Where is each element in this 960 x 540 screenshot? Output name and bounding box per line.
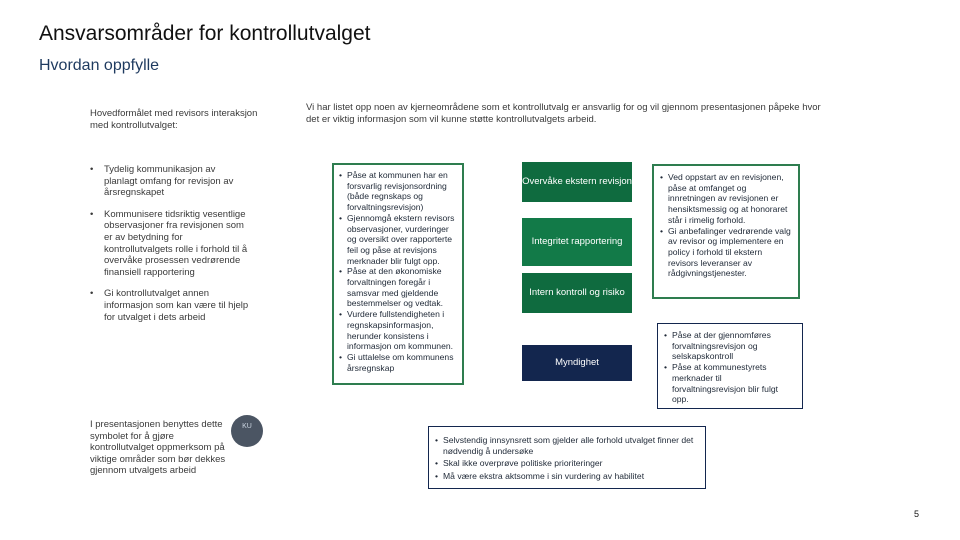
box-intern-kontroll: Intern kontroll og risiko — [522, 273, 632, 313]
left-responsibility-box — [332, 163, 464, 385]
box-integritet-rapportering: Integritet rapportering — [522, 218, 632, 266]
list-item: • Gjennomgå ekstern revisors observasjoner, vurderinger og oversikt over rapporterte feil og påse at revisjons merknader blir fulgt opp. — [339, 213, 458, 267]
purpose-intro: Hovedformålet med revisors interaksjon med kontrollutvalget: — [90, 108, 258, 131]
ku-symbol-icon — [231, 415, 263, 447]
list-item: • Kommunisere tidsriktig vesentlige observasjoner fra revisjonen som er av betydning for kontrollutvalgets rolle i forhold til å overvåke prosessen vedrørende finansiell rapportering — [90, 209, 250, 279]
list-item: • Gi kontrollutvalget annen informasjon som kan være til hjelp for utvalget i dets arbeid — [90, 288, 250, 323]
box-myndighet: Myndighet — [522, 345, 632, 381]
symbol-note: I presentasjonen benyttes dette symbolet for å gjøre kontrollutvalget oppmerksom på viktige områder som bør dekkes gjennom utvalgets arbeid — [90, 419, 226, 477]
main-intro: Vi har listet opp noen av kjerneområdene som et kontrollutvalg er ansvarlig for og vil gjennom presentasjonen påpeke hvor det er viktig informasjon som vil kunne støtte kontrollutvalgets arbeid. — [306, 102, 821, 125]
list-item: • Påse at den økonomiske forvaltningen foregår i samsvar med gjeldende bestemmelser og vedtak. — [339, 266, 458, 309]
page-number: 5 — [914, 509, 920, 519]
ku-symbol-label: KU — [242, 423, 252, 430]
list-item: • Gi uttalelse om kommunens årsregnskap — [339, 352, 458, 373]
list-item: • Skal ikke overprøve politiske prioriteringer — [435, 458, 699, 469]
list-item: • Påse at der gjennomføres forvaltningsrevisjon og selskapskontroll — [664, 330, 796, 362]
list-item: • Vurdere fullstendigheten i regnskapsinformasjon, herunder konsistens i informasjon om kommunen. — [339, 309, 458, 352]
right-mid-box — [657, 323, 803, 409]
list-item: • Påse at kommunestyrets merknader til forvaltningsrevisjon blir fulgt opp. — [664, 362, 796, 405]
list-item: • Gi anbefalinger vedrørende valg av revisor og implementere en policy i forhold til ekstern revisors leveranser av rådgivningstjenester. — [660, 226, 792, 280]
purpose-list — [90, 164, 250, 333]
right-top-box — [652, 164, 800, 299]
page-title: Ansvarsområder for kontrollutvalget — [39, 22, 371, 45]
list-item: • Må være ekstra aktsomme i sin vurdering av habilitet — [435, 471, 699, 482]
box-overvake-ekstern-revisjon: Overvåke ekstern revisjon — [522, 162, 632, 202]
list-item: • Tydelig kommunikasjon av planlagt omfang for revisjon av årsregnskapet — [90, 164, 250, 199]
list-item: • Påse at kommunen har en forsvarlig revisjonsordning (både regnskaps og forvaltningsrevisjon) — [339, 170, 458, 213]
list-item: • Ved oppstart av en revisjonen, påse at omfanget og innretningen av revisjonen er hensiktsmessig og at honoraret står i rimelig forhold. — [660, 172, 792, 226]
page-subtitle: Hvordan oppfylle — [39, 57, 160, 74]
authority-box — [428, 426, 706, 489]
list-item: • Selvstendig innsynsrett som gjelder alle forhold utvalget finner det nødvendig å undersøke — [435, 435, 699, 456]
